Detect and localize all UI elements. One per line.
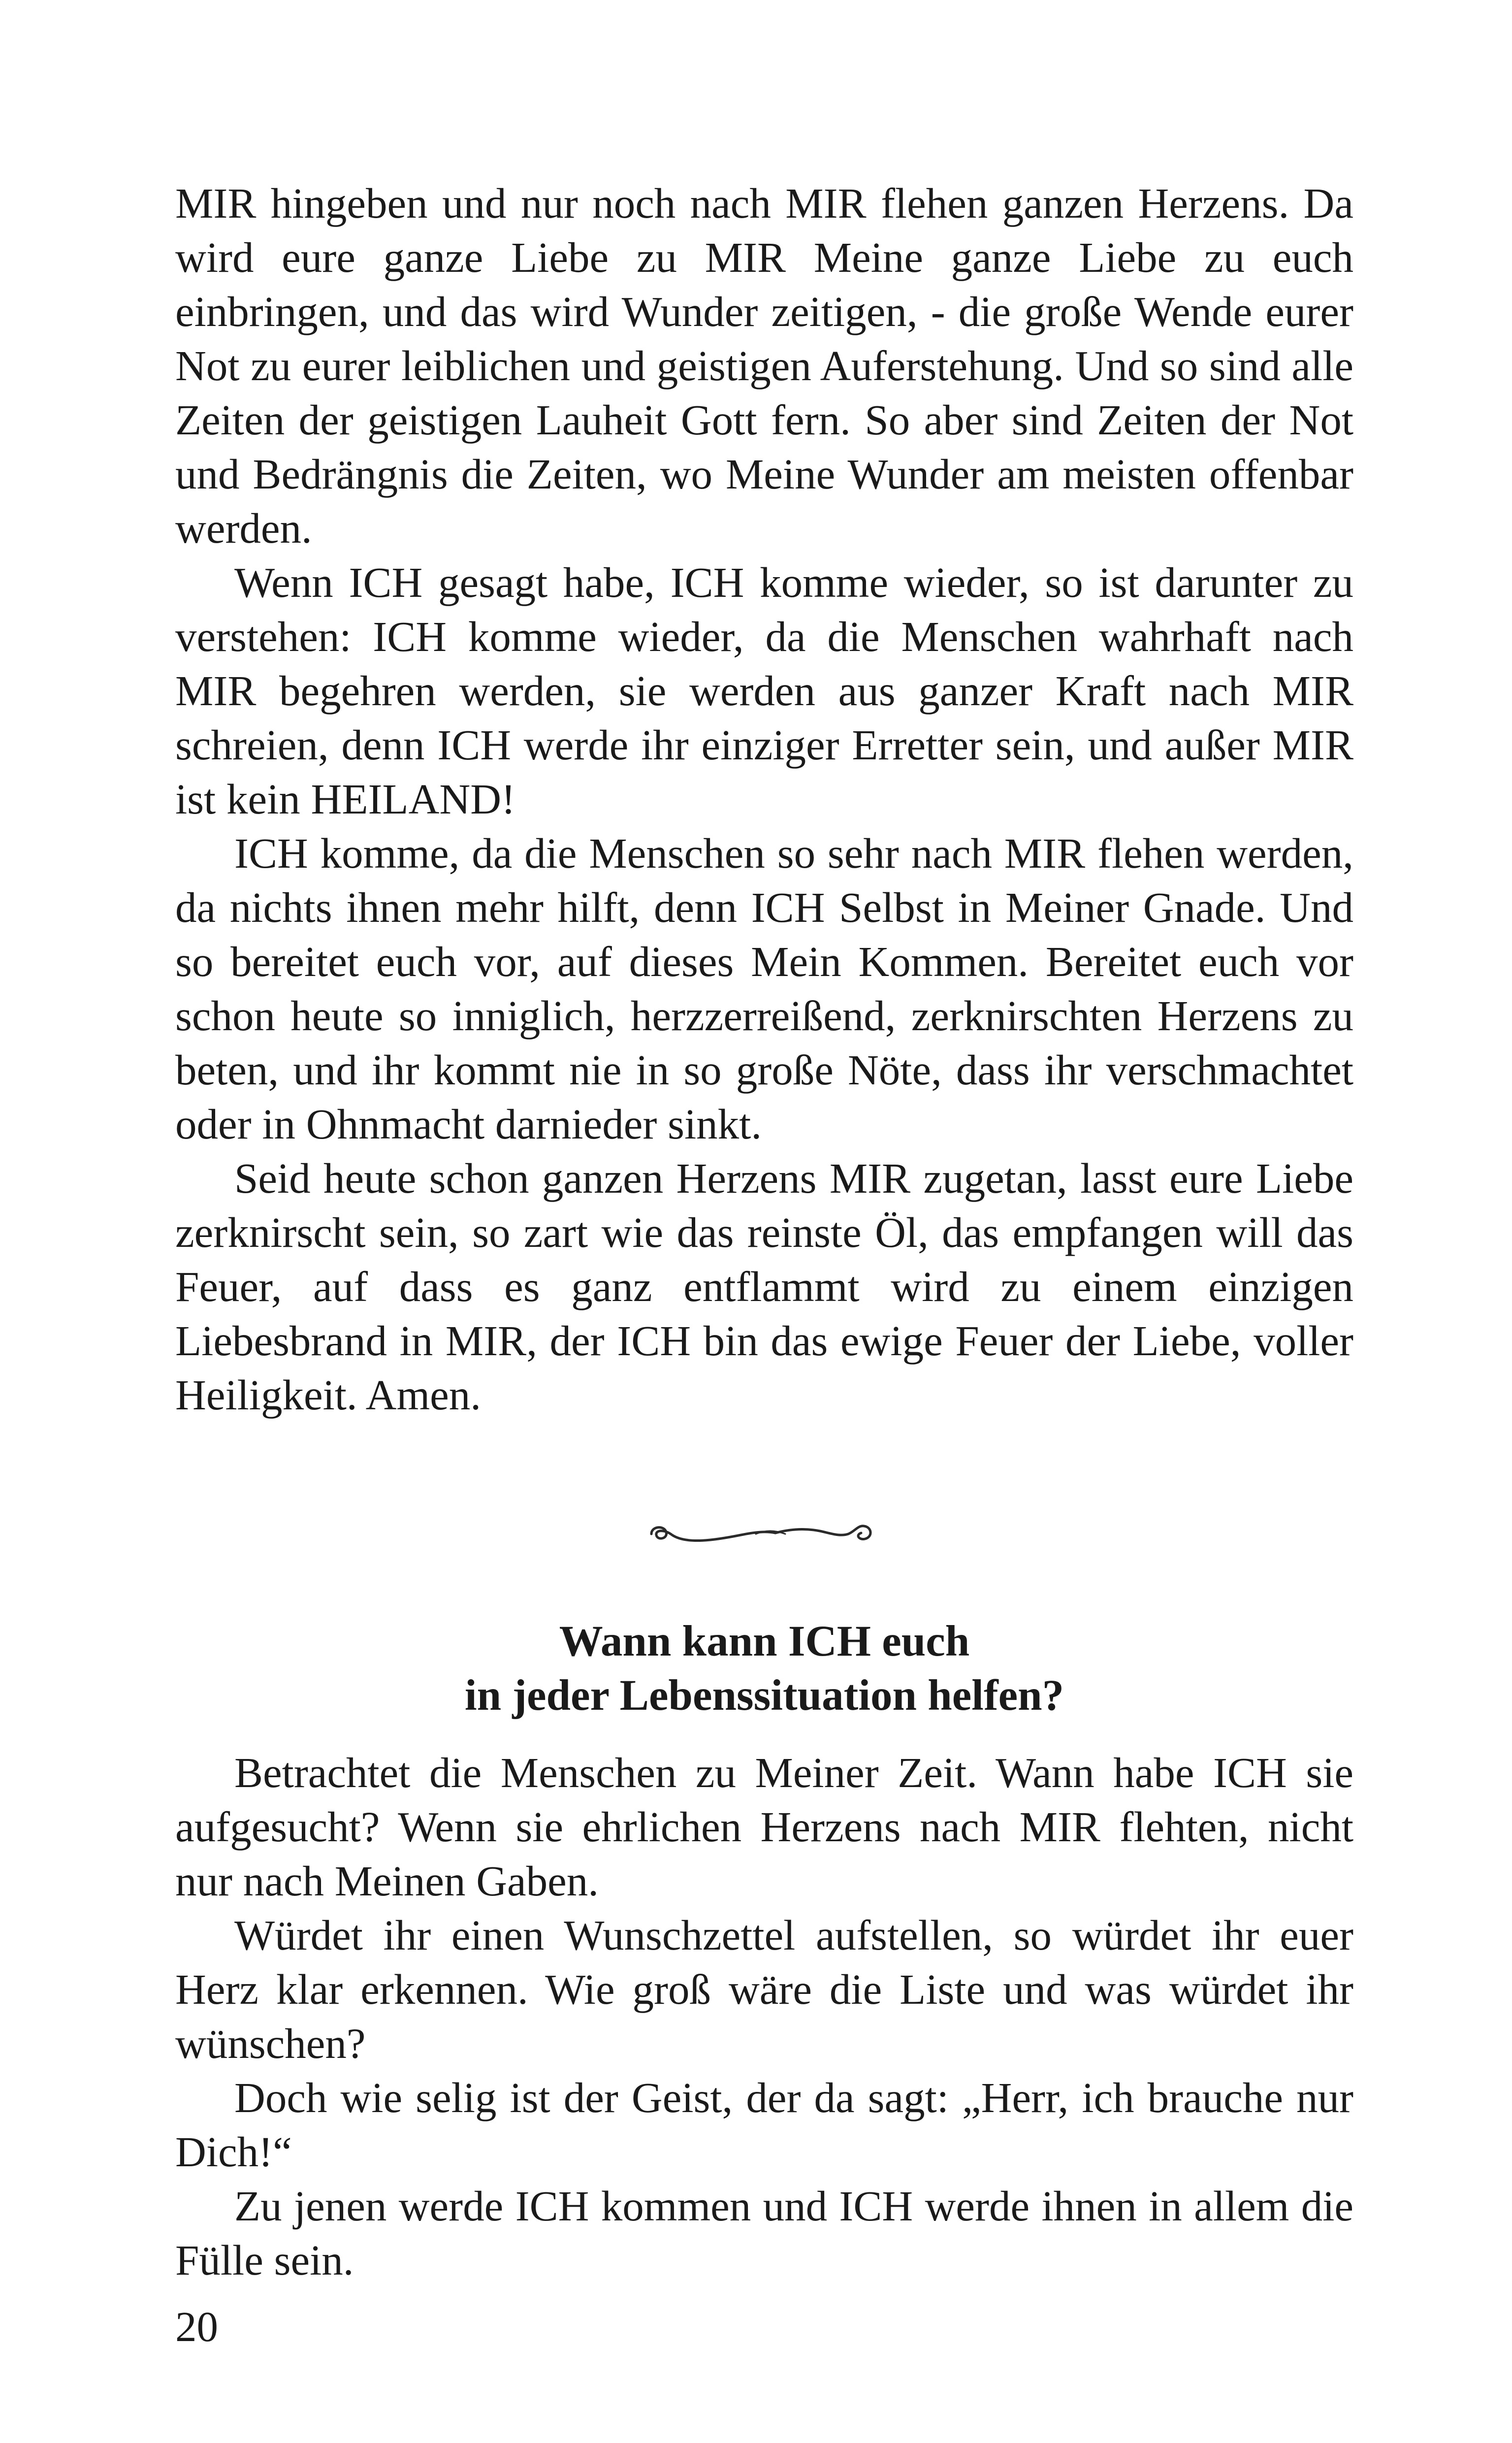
body-text-top bbox=[175, 176, 1353, 1422]
paragraph: Zu jenen werde ICH kommen und ICH werde ihnen in allem die Fülle sein. bbox=[175, 2182, 1353, 2284]
page-number: 20 bbox=[175, 2303, 218, 2350]
paragraph: ICH komme, da die Menschen so sehr nach MIR flehen werden, da nichts ihnen mehr hilft, denn ICH Selbst in Meiner Gnade. Und so bereitet euch vor, auf dieses Mein Kommen. Bereitet euch vor schon heute so inniglich, herzzerreißend, zerknirschten Herzens zu beten, und ihr kommt nie in so große Nöte, dass ihr verschmachtet oder in Ohnmacht darnieder sinkt. bbox=[175, 829, 1353, 1148]
flourish-divider-icon bbox=[643, 1519, 879, 1549]
section-heading bbox=[175, 1614, 1353, 1723]
paragraph: Würdet ihr einen Wunschzettel aufstellen, so würdet ihr euer Herz klar erkennen. Wie groß wäre die Liste und was würdet ihr wünschen? bbox=[175, 1911, 1353, 2067]
section-heading-line-2: in jeder Lebenssituation helfen? bbox=[464, 1671, 1064, 1720]
paragraph: Wenn ICH gesagt habe, ICH komme wieder, so ist darunter zu verstehen: ICH komme wieder, da die Menschen wahrhaft nach MIR begehren werden, sie werden aus ganzer Kraft nach MIR schreien, denn ICH werde ihr einziger Erretter sein, und außer MIR ist kein HEILAND! bbox=[175, 558, 1353, 823]
paragraph: Doch wie selig ist der Geist, der da sagt: „Herr, ich brauche nur Dich!“ bbox=[175, 2074, 1353, 2176]
paragraph: Betrachtet die Menschen zu Meiner Zeit. Wann habe ICH sie aufgesucht? Wenn sie ehrlichen Herzens nach MIR flehten, nicht nur nach Meinen Gaben. bbox=[175, 1749, 1353, 1905]
paragraph-continuation: MIR hingeben und nur noch nach MIR flehen ganzen Herzens. Da wird eure ganze Liebe zu MIR Meine ganze Liebe zu euch einbringen, und das wird Wunder zeitigen, - die große Wende eurer Not zu eurer leiblichen und geistigen Auferstehung. Und so sind alle Zeiten der geistigen Lauheit Gott fern. So aber sind Zeiten der Not und Bedrängnis die Zeiten, wo Meine Wunder am meisten offenbar werden. bbox=[175, 179, 1353, 552]
paragraph: Seid heute schon ganzen Herzens MIR zugetan, lasst eure Liebe zerknirscht sein, so zart wie das reinste Öl, das empfangen will das Feuer, auf dass es ganz entflammt wird zu einem einzigen Liebesbrand in MIR, der ICH bin das ewige Feuer der Liebe, voller Heiligkeit. Amen. bbox=[175, 1154, 1353, 1419]
section-heading-line-1: Wann kann ICH euch bbox=[559, 1617, 970, 1665]
body-text-bottom bbox=[175, 1746, 1353, 2287]
